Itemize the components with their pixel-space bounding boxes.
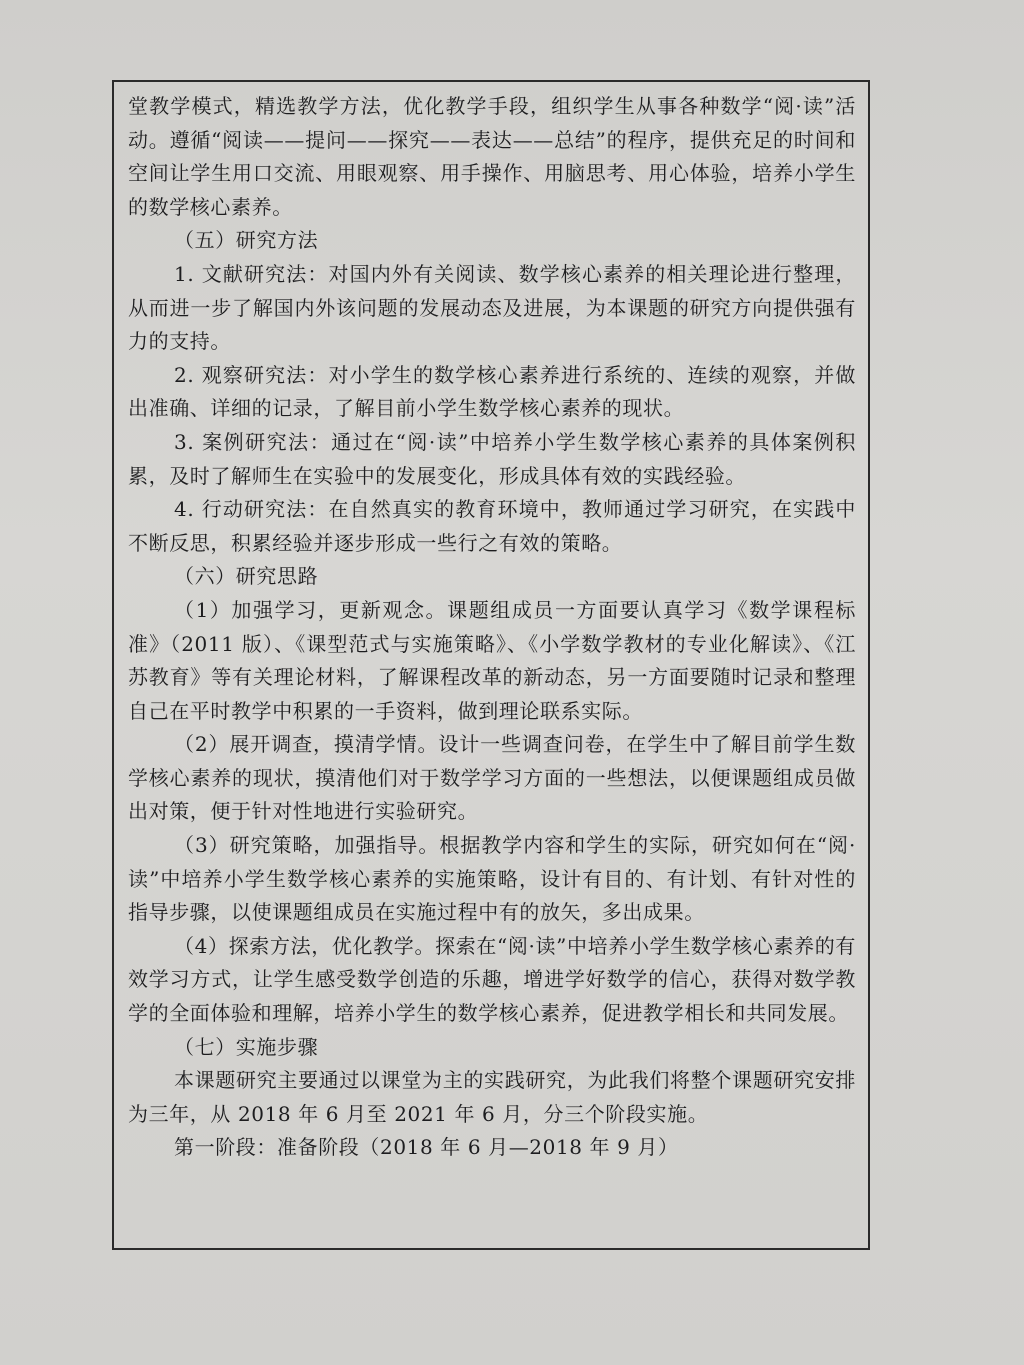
paragraph-observation-method: 2. 观察研究法：对小学生的数学核心素养进行系统的、连续的观察，并做出准确、详细的记录，了解目前小学生数学核心素养的现状。 (128, 362, 856, 421)
paragraph-intro: 堂教学模式，精选教学方法，优化教学手段，组织学生从事各种数学“阅·读”活动。遵循“阅读——提问——探究——表达——总结”的程序，提供充足的时间和空间让学生用口交流、用眼观察、用手操作、用脑思考、用心体验，培养小学生的数学核心素养。 (128, 94, 856, 219)
paragraph-idea-1: （1）加强学习，更新观念。课题组成员一方面要认真学习《数学课程标准》（2011 版）、《课型范式与实施策略》、《小学数学教材的专业化解读》、《江苏教育》等有关理论材料，了解课程改革的新动态，另一方面要随时记录和整理自己在平时教学中积累的一手资料，做到理论联系实际。 (128, 597, 856, 723)
section-heading-research-ideas: （六）研究思路 (174, 564, 319, 589)
paragraph-literature-method: 1. 文献研究法：对国内外有关阅读、数学核心素养的相关理论进行整理，从而进一步了解国内外该问题的发展动态及进展，为本课题的研究方向提供强有力的支持。 (128, 261, 856, 354)
paragraph-idea-2: （2）展开调查，摸清学情。设计一些调查问卷，在学生中了解目前学生数学核心素养的现状，摸清他们对于数学学习方面的一些想法，以便课题组成员做出对策，便于针对性地进行实验研究。 (128, 732, 856, 824)
table-cell-frame (112, 80, 870, 1250)
section-heading-research-methods: （五）研究方法 (174, 228, 319, 253)
section-heading-implementation-steps: （七）实施步骤 (174, 1034, 319, 1059)
paragraph-idea-4: （4）探索方法，优化教学。探索在“阅·读”中培养小学生数学核心素养的有效学习方式，让学生感受数学创造的乐趣，增进学好数学的信心，获得对数学教学的全面体验和理解，培养小学生的数学核心素养，促进教学相长和共同发展。 (128, 933, 856, 1026)
paragraph-implementation-overview: 本课题研究主要通过以课堂为主的实践研究，为此我们将整个课题研究安排为三年，从 2018 年 6 月至 2021 年 6 月，分三个阶段实施。 (128, 1068, 856, 1126)
paragraph-case-method: 3. 案例研究法：通过在“阅·读”中培养小学生数学核心素养的具体案例积累，及时了解师生在实验中的发展变化，形成具体有效的实践经验。 (128, 429, 856, 488)
paragraph-phase-one: 第一阶段：准备阶段（2018 年 6 月—2018 年 9 月） (174, 1135, 679, 1160)
document-body (114, 90, 868, 1165)
paragraph-action-method: 4. 行动研究法：在自然真实的教育环境中，教师通过学习研究，在实践中不断反思，积累经验并逐步形成一些行之有效的策略。 (128, 497, 856, 555)
paragraph-idea-3: （3）研究策略，加强指导。根据教学内容和学生的实际，研究如何在“阅·读”中培养小学生数学核心素养的实施策略，设计有目的、有计划、有针对性的指导步骤，以使课题组成员在实施过程中有的放矢，多出成果。 (128, 833, 856, 925)
